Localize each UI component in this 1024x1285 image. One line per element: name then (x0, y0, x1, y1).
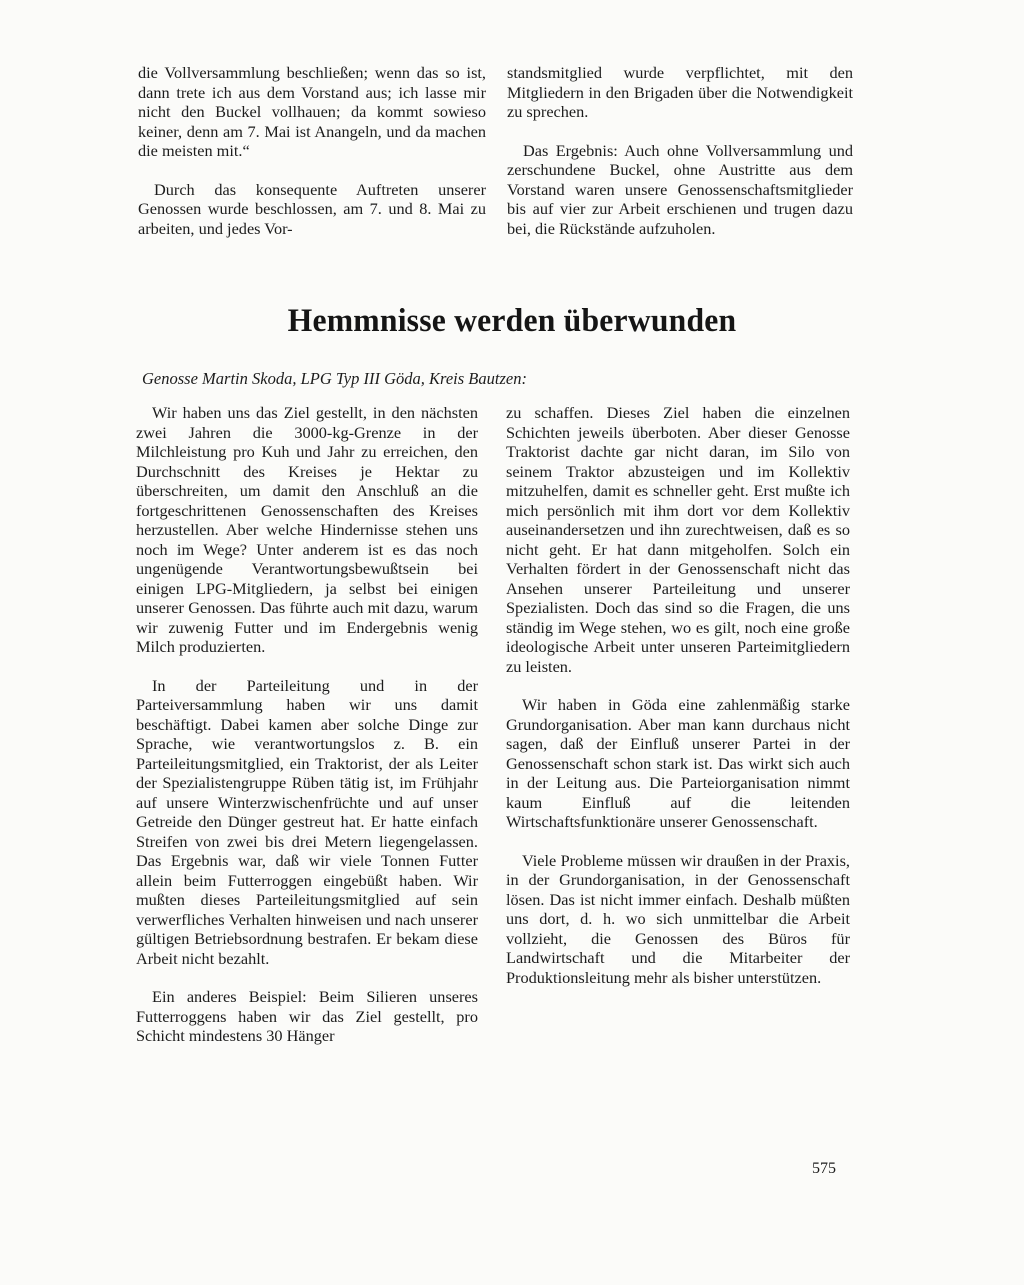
paragraph: standsmitglied wurde verpflichtet, mit den Mitgliedern in den Brigaden über die Notwendigkeit zu sprechen. (507, 63, 853, 121)
paragraph: Das Ergebnis: Auch ohne Vollversammlung und zerschundene Buckel, ohne Austritte aus dem Vorstand waren unsere Genossenschaftsmitglieder bis auf vier zur Arbeit erschienen und trugen dazu bei, die Rückstände aufzuholen. (507, 140, 853, 238)
previous-article-right-column (507, 63, 853, 238)
article-left-column (136, 403, 478, 1046)
article-title: Hemmnisse werden überwunden (287, 303, 737, 339)
article-right-column (506, 403, 850, 987)
paragraph: die Vollversammlung beschließen; wenn das so ist, dann trete ich aus dem Vorstand aus; ich lasse mir nicht den Buckel vollhauen; da kommt sowieso keiner, denn am 7. Mai ist Anangeln, und da machen die meisten mit.“ (138, 63, 486, 160)
page-number: 575 (812, 1160, 836, 1177)
paragraph: Viele Probleme müssen wir draußen in der Praxis, in der Grundorganisation, in der Genossenschaft lösen. Das ist nicht immer einfach. Deshalb müßten uns dort, d. h. wo sich unmittelbar die Arbeit vollzieht, die Genossen des Büros für Landwirtschaft und die Mitarbeiter der Produktionsleitung mehr als bisher unterstützen. (506, 850, 850, 987)
paragraph: zu schaffen. Dieses Ziel haben die einzelnen Schichten jeweils überboten. Aber dieser Genosse Traktorist dachte gar nicht daran, im Silo von seinem Traktor abzusteigen und im Kollektiv mitzuhelfen, damit es schneller geht. Erst mußte ich mich persönlich mit ihm dort vor dem Kollektiv auseinandersetzen und ihn zurechtweisen, daß es so nicht geht. Er hat dann mitgeholfen. Solch ein Verhalten fördert in der Genossenschaft nicht das Ansehen unserer Parteileitung und unserer Spezialisten. Doch das sind so die Fragen, die uns ständig im Wege stehen, wo es gilt, noch eine große ideologische Arbeit unter unseren Parteimitgliedern zu leisten. (506, 403, 850, 676)
paragraph: In der Parteileitung und in der Parteiversammlung haben wir uns damit beschäftigt. Dabei kamen aber solche Dinge zur Sprache, wie verantwortungslos z. B. ein Parteileitungsmitglied, ein Traktorist, der als Leiter der Spezialistengruppe Rüben tätig ist, im Frühjahr auf unsere Winterzwischenfrüchte und auf unser Getreide den Dünger gestreut hat. Er hatte einfach Streifen von zwei bis drei Metern liegengelassen. Das Ergebnis war, daß wir viele Tonnen Futter allein beim Futterroggen eingebüßt haben. Wir mußten dieses Parteileitungsmitglied auf sein verwerfliches Verhalten hinweisen und nach unserer gültigen Betriebsordnung bestrafen. Er bekam diese Arbeit nicht bezahlt. (136, 675, 478, 968)
paragraph: Wir haben uns das Ziel gestellt, in den nächsten zwei Jahren die 3000-kg-Grenze in der Milchleistung pro Kuh und Jahr zu erreichen, den Durchschnitt des Kreises je Hektar zu überschreiten, um damit den Anschluß an die fortgeschrittenen Genossenschaften des Kreises herzustellen. Aber welche Hindernisse stehen uns noch im Wege? Unter anderem ist es das noch ungenügende Verantwortungsbewußtsein bei einigen LPG-Mitgliedern, ja selbst bei einigen unserer Genossen. Das führte auch mit dazu, warum wir zuwenig Futter und im Endergebnis wenig Milch produzierten. (136, 403, 478, 656)
paragraph: Ein anderes Beispiel: Beim Silieren unseres Futterroggens haben wir das Ziel gestellt, pro Schicht mindestens 30 Hänger (136, 987, 478, 1045)
paragraph: Durch das konsequente Auftreten unserer Genossen wurde beschlossen, am 7. und 8. Mai zu arbeiten, und jedes Vor- (138, 179, 486, 238)
paragraph: Wir haben in Göda eine zahlenmäßig starke Grundorganisation. Aber man kann durchaus nicht sagen, daß der Einfluß unserer Partei in der Genossenschaft schon stark ist. Das wirkt sich auch in der Leitung aus. Die Parteiorganisation nimmt kaum Einfluß auf die leitenden Wirtschaftsfunktionäre unserer Genossenschaft. (506, 695, 850, 831)
previous-article-left-column (138, 63, 486, 238)
article-byline: Genosse Martin Skoda, LPG Typ III Göda, Kreis Bautzen: (142, 369, 527, 388)
